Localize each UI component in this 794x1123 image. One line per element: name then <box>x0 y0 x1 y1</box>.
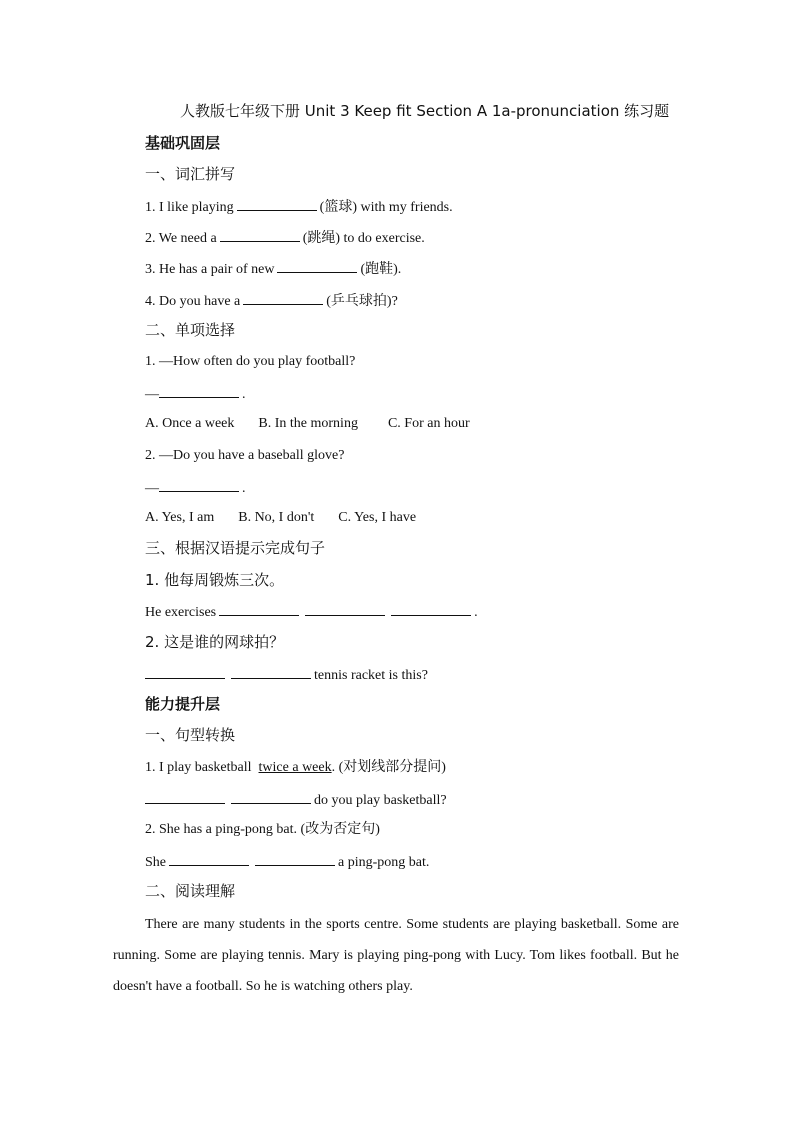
vocab-question-1: 1. I like playing (篮球) with my friends. <box>145 196 453 218</box>
part-heading-translation: 三、根据汉语提示完成句子 <box>145 539 326 557</box>
part-heading-reading: 二、阅读理解 <box>145 882 236 900</box>
choice-options-2 <box>145 508 416 528</box>
choice-question-1: 1. —How often do you play football? <box>145 354 356 369</box>
answer-blank[interactable] <box>159 383 239 398</box>
answer-blank[interactable] <box>145 789 225 804</box>
option-b[interactable]: B. In the morning <box>258 416 358 431</box>
answer-blank[interactable] <box>277 258 357 273</box>
transform-answer-2: She a ping-pong bat. <box>145 851 429 873</box>
answer-blank[interactable] <box>237 196 317 211</box>
option-c[interactable]: C. For an hour <box>387 416 470 431</box>
page-title: 人教版七年级下册 Unit 3 Keep fit Section A 1a-pronunciation 练习题 <box>180 102 670 120</box>
part-heading-transform: 一、句型转换 <box>145 726 236 744</box>
answer-blank[interactable] <box>145 664 225 679</box>
transform-question-1: 1. I play basketball twice a week. (对划线部分提问) <box>145 760 446 775</box>
choice-answer-line-2: — . <box>145 477 246 499</box>
answer-blank[interactable] <box>243 290 323 305</box>
vocab-question-4: 4. Do you have a (乒乓球拍)? <box>145 290 398 312</box>
translation-cn-1: 1. 他每周锻炼三次。 <box>145 571 285 589</box>
vocab-question-2: 2. We need a (跳绳) to do exercise. <box>145 227 425 249</box>
choice-answer-line-1: — . <box>145 383 246 405</box>
answer-blank[interactable] <box>255 851 335 866</box>
answer-blank[interactable] <box>231 789 311 804</box>
option-c[interactable]: C. Yes, I have <box>338 510 417 525</box>
section-heading-advanced: 能力提升层 <box>145 695 221 713</box>
answer-blank[interactable] <box>219 601 299 616</box>
answer-blank[interactable] <box>391 601 471 616</box>
answer-blank[interactable] <box>231 664 311 679</box>
translation-answer-1: He exercises . <box>145 601 478 623</box>
passage-paragraph: There are many students in the sports centre. Some students are playing basketball. Some are running. Some are playing tennis. Mary is playing ping-pong with Lucy. Tom likes football. But he doesn't have a football. So he is watching others play. <box>113 917 679 994</box>
answer-blank[interactable] <box>169 851 249 866</box>
section-heading-basic: 基础巩固层 <box>145 134 221 152</box>
answer-blank[interactable] <box>220 227 300 242</box>
option-a[interactable]: A. Once a week <box>145 416 235 431</box>
choice-options-1 <box>145 414 470 434</box>
answer-blank[interactable] <box>159 477 239 492</box>
reading-passage <box>113 909 679 1002</box>
vocab-question-3: 3. He has a pair of new (跑鞋). <box>145 258 401 280</box>
translation-cn-2: 2. 这是谁的网球拍？ <box>145 633 285 651</box>
translation-answer-2: tennis racket is this? <box>145 664 428 686</box>
transform-question-2: 2. She has a ping-pong bat. (改为否定句) <box>145 822 380 837</box>
option-a[interactable]: A. Yes, I am <box>145 510 215 525</box>
choice-question-2: 2. —Do you have a baseball glove? <box>145 448 345 463</box>
part-heading-choice: 二、单项选择 <box>145 321 236 339</box>
part-heading-vocab: 一、词汇拼写 <box>145 165 236 183</box>
transform-answer-1: do you play basketball? <box>145 789 447 811</box>
option-b[interactable]: B. No, I don't <box>238 510 315 525</box>
answer-blank[interactable] <box>305 601 385 616</box>
